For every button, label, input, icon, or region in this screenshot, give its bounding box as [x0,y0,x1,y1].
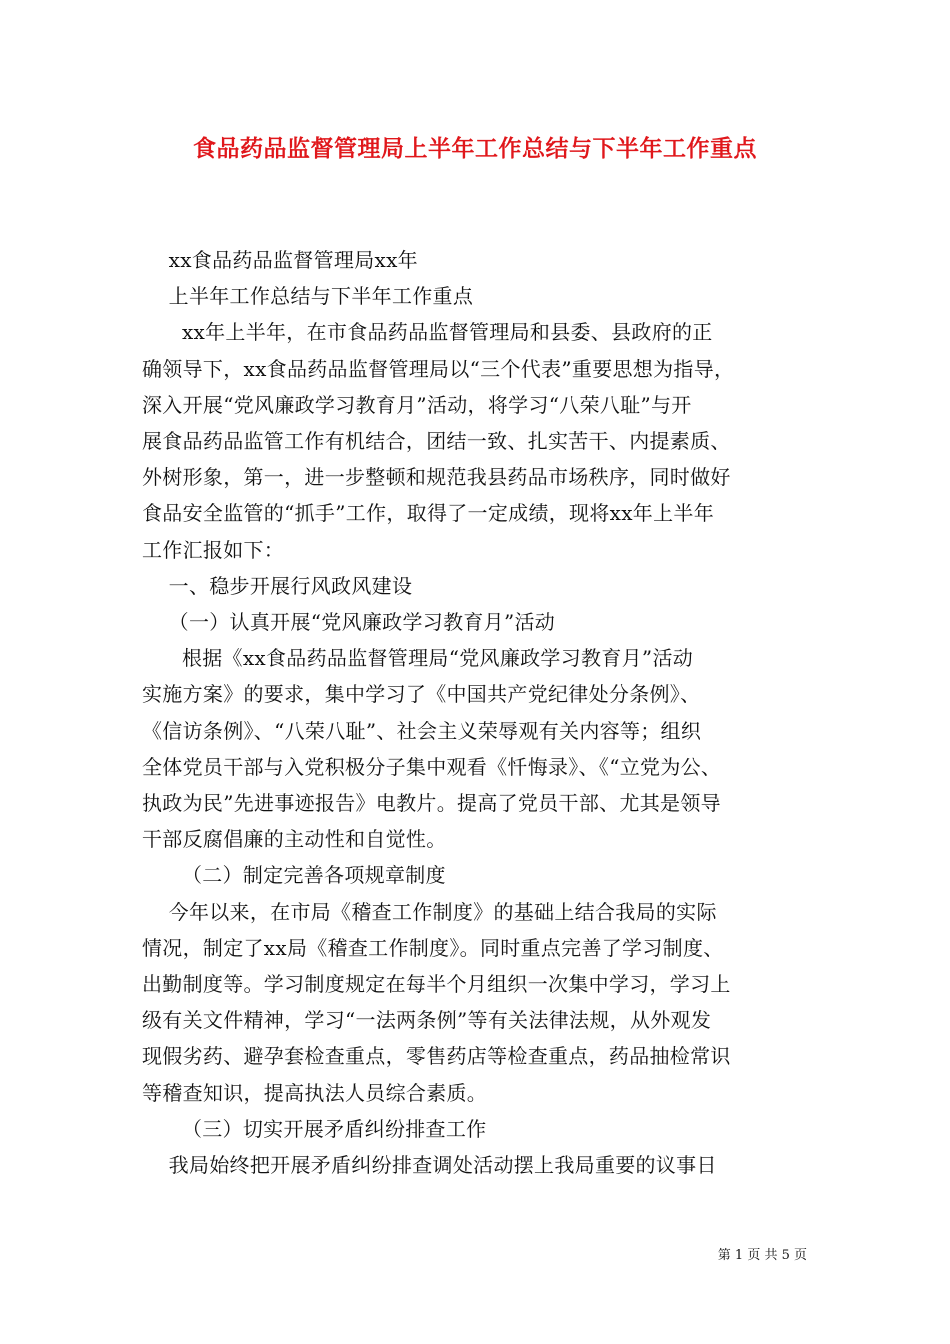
body-line: 工作汇报如下： [142,537,285,562]
body-line: xx食品药品监督管理局xx年 [142,248,418,272]
body-line: 情况，制定了xx局《稽查工作制度》。同时重点完善了学习制度、 [142,935,724,960]
subsection-heading: （一）认真开展“党风廉政学习教育月”活动 [142,610,556,635]
body-line: 等稽查知识，提高执法人员综合素质。 [142,1080,488,1105]
body-line: 展食品药品监管工作有机结合，团结一致、扎实苦干、内提素质、 [142,429,731,454]
subsection-heading: （二）制定完善各项规章制度 [142,863,446,888]
body-line: 我局始终把开展矛盾纠纷排查调处活动摆上我局重要的议事日 [142,1153,717,1178]
body-line: 今年以来，在市局《稽查工作制度》的基础上结合我局的实际 [142,899,717,924]
body-line: 实施方案》的要求，集中学习了《中国共产党纪律处分条例》、 [142,682,701,707]
document-body [142,242,812,1183]
section-heading: 一、稳步开展行风政风建设 [142,573,413,598]
body-line: 现假劣药、避孕套检查重点，零售药店等检查重点，药品抽检常识 [142,1044,731,1069]
document-title: 食品药品监督管理局上半年工作总结与下半年工作重点 [193,135,757,162]
body-line: 出勤制度等。学习制度规定在每半个月组织一次集中学习，学习上 [142,972,731,997]
body-line: 级有关文件精神，学习“一法两条例”等有关法律法规，从外观发 [142,1008,712,1033]
body-line: 干部反腐倡廉的主动性和自觉性。 [142,827,447,852]
body-line: 全体党员干部与入党积极分子集中观看《忏悔录》、《“立党为公、 [142,754,722,779]
body-line: 上半年工作总结与下半年工作重点 [142,284,474,309]
body-line: 外树形象，第一，进一步整顿和规范我县药品市场秩序，同时做好 [142,465,731,490]
subsection-heading: （三）切实开展矛盾纠纷排查工作 [142,1116,487,1141]
body-line: xx年上半年，在市食品药品监督管理局和县委、县政府的正 [142,320,713,345]
body-line: 食品安全监管的“抓手”工作，取得了一定成绩，现将xx年上半年 [142,501,715,526]
body-line: 执政为民”先进事迹报告》电教片。提高了党员干部、尤其是领导 [142,791,721,816]
page-number: 第 1 页 共 5 页 [717,1248,807,1263]
body-line: 根据《xx食品药品监督管理局“党风廉政学习教育月”活动 [142,646,694,671]
body-line: 《信访条例》、“八荣八耻”、社会主义荣辱观有关内容等；组织 [142,718,702,743]
body-line: 确领导下，xx食品药品监督管理局以“三个代表”重要思想为指导， [142,356,735,381]
body-line: 深入开展“党风廉政学习教育月”活动，将学习“八荣八耻”与开 [142,392,692,417]
